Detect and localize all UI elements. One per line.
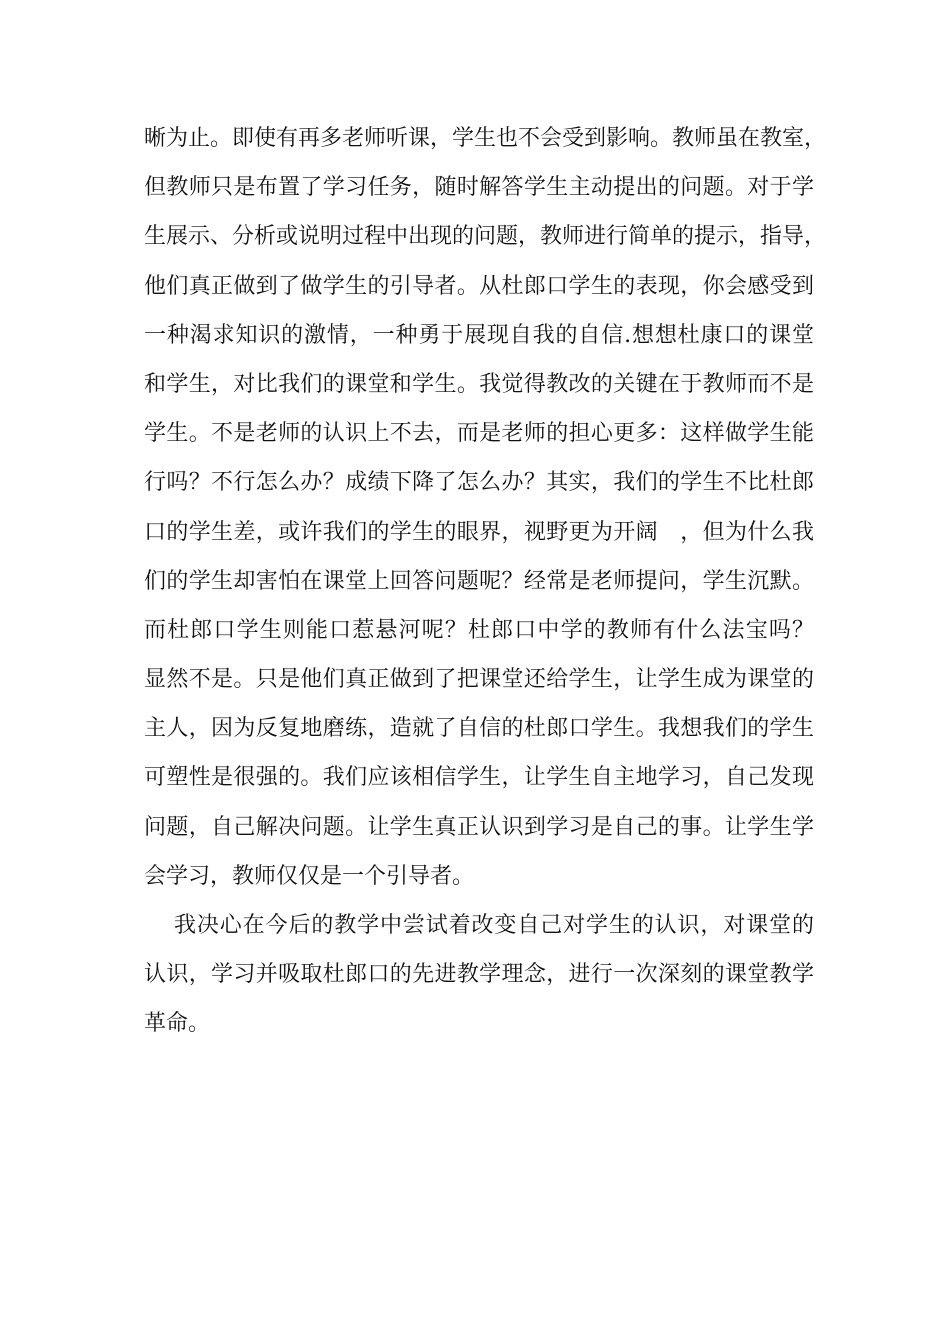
text-line: 而杜郎口学生则能口惹悬河呢？杜郎口中学的教师有什么法宝吗？ <box>144 617 814 643</box>
text-line: 革命。 <box>144 1011 211 1037</box>
text-line: 显然不是。只是他们真正做到了把课堂还给学生，让学生成为课堂的 <box>144 667 814 693</box>
text-line: 生展示、分析或说明过程中出现的问题，教师进行简单的提示，指导， <box>144 224 827 250</box>
text-line: 一种渴求知识的激情，一种勇于展现自我的自信.想想杜康口的课堂 <box>144 322 814 348</box>
text-line: 们的学生却害怕在课堂上回答问题呢？经常是老师提问，学生沉默。 <box>144 568 814 594</box>
text-line: 晰为止。即使有再多老师听课，学生也不会受到影响。教师虽在教室， <box>144 126 827 151</box>
text-line: 口的学生差，或许我们的学生的眼界，视野更为开阔 ，但为什么我 <box>144 519 814 545</box>
paragraph-1 <box>144 114 827 901</box>
document-body <box>144 114 827 1049</box>
text-line: 会学习，教师仅仅是一个引导者。 <box>144 863 475 889</box>
text-line: 和学生，对比我们的课堂和学生。我觉得教改的关键在于教师而不是 <box>144 371 814 397</box>
text-line: 问题，自己解决问题。让学生真正认识到学习是自己的事。让学生学 <box>144 814 814 840</box>
text-line: 认识，学习并吸取杜郎口的先进教学理念，进行一次深刻的课堂教学 <box>144 962 814 988</box>
text-line: 可塑性是很强的。我们应该相信学生，让学生自主地学习，自己发现 <box>144 765 814 791</box>
paragraph-2 <box>144 901 814 1049</box>
text-line: 主人，因为反复地磨练，造就了自信的杜郎口学生。我想我们的学生 <box>144 716 814 742</box>
text-line: 但教师只是布置了学习任务，随时解答学生主动提出的问题。对于学 <box>144 175 814 201</box>
text-line: 行吗？不行怎么办？成绩下降了怎么办？其实，我们的学生不比杜郎 <box>144 470 814 496</box>
text-line: 学生。不是老师的认识上不去，而是老师的担心更多：这样做学生能 <box>144 421 814 447</box>
text-line: 我决心在今后的教学中尝试着改变自己对学生的认识，对课堂的 <box>174 913 814 938</box>
text-line: 他们真正做到了做学生的引导者。从杜郎口学生的表现，你会感受到 <box>144 273 814 299</box>
